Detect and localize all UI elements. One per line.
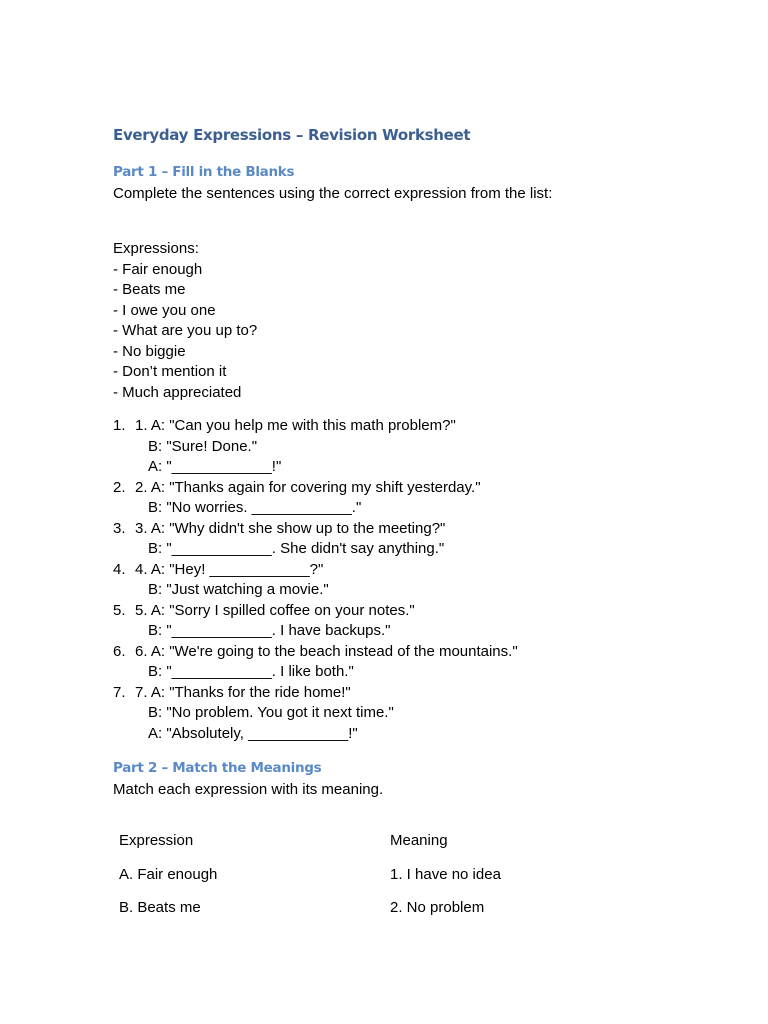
question-item xyxy=(113,416,518,478)
expressions-list xyxy=(113,239,257,403)
table-cell: B. Beats me xyxy=(119,899,201,916)
question-line: B: "No problem. You got it next time." xyxy=(148,704,394,721)
table-cell: 1. I have no idea xyxy=(390,865,501,883)
question-number: 5. xyxy=(113,601,126,619)
question-number: 2. xyxy=(113,478,126,496)
question-number: 6. xyxy=(113,642,126,660)
question-line: A: "____________!" xyxy=(148,458,282,475)
question-line: 2. A: "Thanks again for covering my shift yesterday." xyxy=(135,478,481,496)
question-line: 1. A: "Can you help me with this math problem?" xyxy=(135,417,456,434)
question-line: 3. A: "Why didn't she show up to the meeting?" xyxy=(135,519,446,537)
question-line: 7. A: "Thanks for the ride home!" xyxy=(135,683,351,701)
column-header-meaning: Meaning xyxy=(390,832,448,849)
table-header-row xyxy=(119,832,501,866)
question-line: 5. A: "Sorry I spilled coffee on your notes." xyxy=(135,601,415,619)
question-item xyxy=(113,601,518,642)
table-cell: 2. No problem xyxy=(390,899,485,916)
question-item xyxy=(113,683,518,745)
part1-heading: Part 1 – Fill in the Blanks xyxy=(113,164,295,180)
expression-item: - Don’t mention it xyxy=(113,363,227,380)
question-item xyxy=(113,478,518,519)
question-line: B: "Sure! Done." xyxy=(148,437,258,455)
question-line: 6. A: "We're going to the beach instead of the mountains." xyxy=(135,642,518,660)
expression-item: - What are you up to? xyxy=(113,322,258,339)
expressions-label: Expressions: xyxy=(113,240,199,257)
part2-heading: Part 2 – Match the Meanings xyxy=(113,760,322,776)
match-table xyxy=(119,832,501,933)
part1-instruction: Complete the sentences using the correct expression from the list: xyxy=(113,185,553,202)
questions-list xyxy=(113,416,518,744)
question-number: 4. xyxy=(113,560,126,578)
question-item xyxy=(113,642,518,683)
question-item xyxy=(113,519,518,560)
question-number: 3. xyxy=(113,519,126,537)
question-line: B: "____________. She didn't say anything." xyxy=(148,540,445,557)
question-line: B: "Just watching a movie." xyxy=(148,581,329,598)
question-number: 7. xyxy=(113,683,126,701)
table-cell: A. Fair enough xyxy=(119,865,218,883)
question-line: A: "Absolutely, ____________!" xyxy=(148,724,358,742)
question-line: B: "____________. I have backups." xyxy=(148,622,391,639)
table-row xyxy=(119,866,501,900)
question-item xyxy=(113,560,518,601)
question-line: B: "____________. I like both." xyxy=(148,663,354,680)
expression-item: - No biggie xyxy=(113,342,186,360)
part2-instruction: Match each expression with its meaning. xyxy=(113,781,384,798)
page-title: Everyday Expressions – Revision Worksheet xyxy=(113,126,471,144)
expression-item: - Fair enough xyxy=(113,260,203,278)
expression-item: - I owe you one xyxy=(113,301,216,319)
question-number: 1. xyxy=(113,417,126,434)
question-line: 4. A: "Hey! ____________?" xyxy=(135,560,324,578)
expression-item: - Much appreciated xyxy=(113,383,242,401)
question-line: B: "No worries. ____________." xyxy=(148,499,362,516)
table-row xyxy=(119,899,501,933)
column-header-expression: Expression xyxy=(119,832,194,849)
expression-item: - Beats me xyxy=(113,281,186,298)
